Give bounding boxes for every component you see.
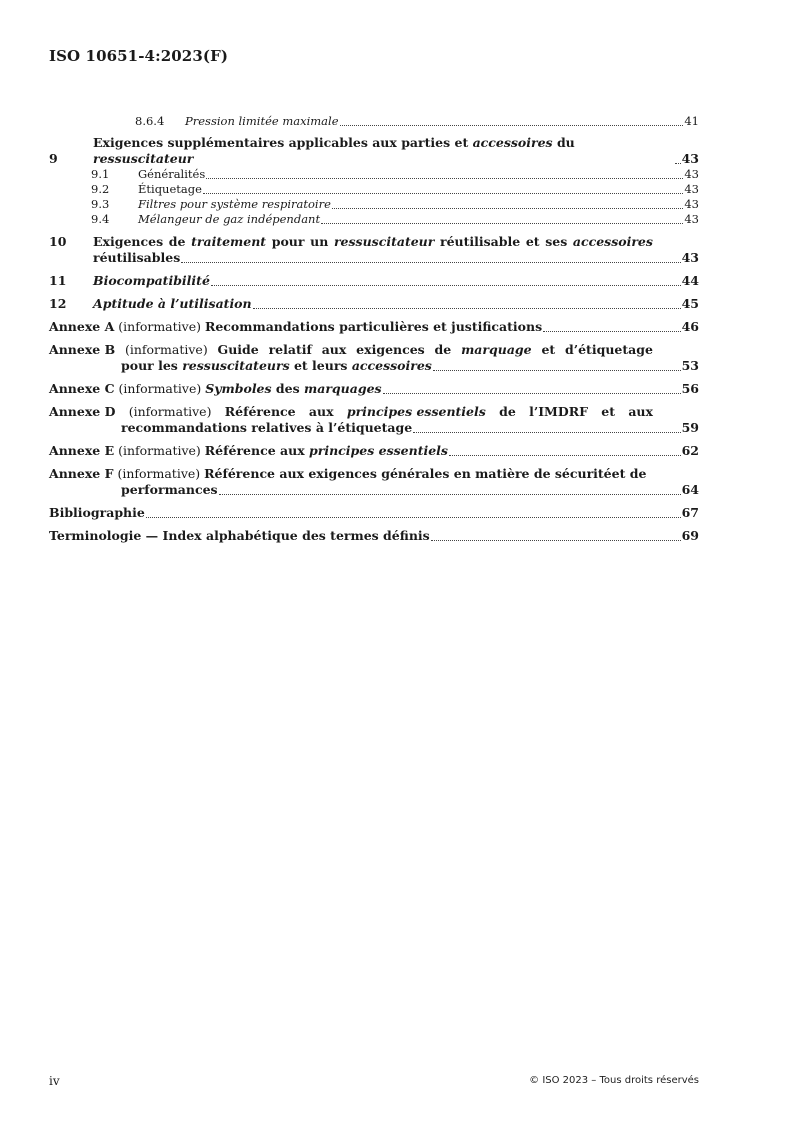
toc-number: 12 <box>49 296 67 311</box>
toc-number: 9.2 <box>91 182 110 196</box>
toc-number: 9.3 <box>91 197 110 211</box>
toc-entry-9-1[interactable] <box>49 167 699 182</box>
toc-title-line-1: Annexe B (informative) Guide relatif aux exigences de marquage et d’étiquetage <box>49 342 653 357</box>
toc-number: 11 <box>49 273 67 288</box>
dot-leader <box>383 393 681 394</box>
dot-leader <box>321 223 683 224</box>
toc-title-line-2: recommandations relatives à l’étiquetage <box>121 420 413 435</box>
toc-entry-9-4[interactable] <box>49 212 699 227</box>
toc-page: 67 <box>681 505 699 520</box>
toc-title: Annexe C (informative) Symboles des marquages <box>49 381 382 396</box>
toc-entry-9-2[interactable] <box>49 182 699 197</box>
toc-entry-bibliographie[interactable] <box>49 505 699 521</box>
dot-leader <box>340 125 684 126</box>
toc-title: Exigences supplémentaires applicables aux parties et accessoires du ressuscitateur <box>93 135 575 166</box>
toc-title: Aptitude à l’utilisation <box>93 296 252 311</box>
toc-entry-10[interactable] <box>49 234 699 266</box>
toc-entry-12[interactable] <box>49 296 699 312</box>
toc-entry-annexe-f[interactable] <box>49 466 699 498</box>
toc-page: 41 <box>684 114 699 128</box>
toc-page: 56 <box>681 381 699 396</box>
toc-entry-annexe-a[interactable] <box>49 319 699 335</box>
dot-leader <box>431 540 681 541</box>
toc-page: 43 <box>681 250 699 265</box>
toc-entry-terminologie[interactable] <box>49 528 699 544</box>
toc-title: Généralités <box>138 167 206 181</box>
toc-number: 9.4 <box>91 212 110 226</box>
toc-title: Bibliographie <box>49 505 145 520</box>
toc-page: 62 <box>681 443 699 458</box>
toc-entry-8-6-4[interactable] <box>49 114 699 129</box>
toc-title: Terminologie — Index alphabétique des termes définis <box>49 528 430 543</box>
toc-title-line-2: performances <box>121 482 218 497</box>
document-identifier: ISO 10651-4:2023(F) <box>49 47 229 65</box>
dot-leader <box>181 262 680 263</box>
toc-title: Biocompatibilité <box>93 273 210 288</box>
toc-title: Pression limitée maximale <box>185 114 339 128</box>
dot-leader <box>253 308 681 309</box>
toc-number: 10 <box>49 234 67 249</box>
toc-page: 53 <box>681 358 699 373</box>
toc-page: 45 <box>681 296 699 311</box>
dot-leader <box>206 178 683 179</box>
toc-page: 43 <box>681 151 699 166</box>
toc-entry-annexe-e[interactable] <box>49 443 699 459</box>
dot-leader <box>433 370 681 371</box>
toc-title: Filtres pour système respiratoire <box>138 197 331 211</box>
dot-leader <box>675 163 681 164</box>
toc-title-line-2: réutilisables <box>93 250 181 265</box>
toc-title: Annexe E (informative) Référence aux principes essentiels <box>49 443 448 458</box>
toc-page: 69 <box>681 528 699 543</box>
toc-entry-annexe-c[interactable] <box>49 381 699 397</box>
toc-title-line-1: Exigences de traitement pour un ressuscitateur réutilisable et ses accessoires <box>93 234 653 249</box>
toc-page: 43 <box>684 182 699 196</box>
page-number: iv <box>49 1074 60 1088</box>
toc-entry-11[interactable] <box>49 273 699 289</box>
toc-page: 43 <box>684 167 699 181</box>
toc-page: 44 <box>681 273 699 288</box>
dot-leader <box>211 285 681 286</box>
toc-title-line-1: Annexe D (informative) Référence aux principes essentiels de l’IMDRF et aux <box>49 404 653 419</box>
toc-page: 43 <box>684 212 699 226</box>
table-of-contents <box>49 111 699 544</box>
toc-number: 8.6.4 <box>135 114 165 128</box>
dot-leader <box>203 193 683 194</box>
toc-title-line-2: pour les ressuscitateurs et leurs accessoires <box>121 358 432 373</box>
toc-entry-annexe-b[interactable] <box>49 342 699 374</box>
toc-page: 64 <box>681 482 699 497</box>
toc-title-line-1: Annexe F (informative) Référence aux exigences générales en matière de sécuritéet de <box>49 466 647 481</box>
toc-page: 46 <box>681 319 699 334</box>
toc-entry-9[interactable] <box>49 135 699 167</box>
toc-number: 9.1 <box>91 167 110 181</box>
toc-number: 9 <box>49 151 58 166</box>
dot-leader <box>219 494 681 495</box>
toc-page: 43 <box>684 197 699 211</box>
toc-title: Annexe A (informative) Recommandations particulières et justifications <box>49 319 543 334</box>
dot-leader <box>413 432 680 433</box>
dot-leader <box>543 331 680 332</box>
toc-entry-annexe-d[interactable] <box>49 404 699 436</box>
dot-leader <box>146 517 681 518</box>
toc-title: Mélangeur de gaz indépendant <box>138 212 321 226</box>
toc-page: 59 <box>681 420 699 435</box>
dot-leader <box>332 208 683 209</box>
toc-title: Étiquetage <box>138 182 202 196</box>
copyright-notice: © ISO 2023 – Tous droits réservés <box>529 1075 699 1086</box>
toc-entry-9-3[interactable] <box>49 197 699 212</box>
dot-leader <box>449 455 681 456</box>
